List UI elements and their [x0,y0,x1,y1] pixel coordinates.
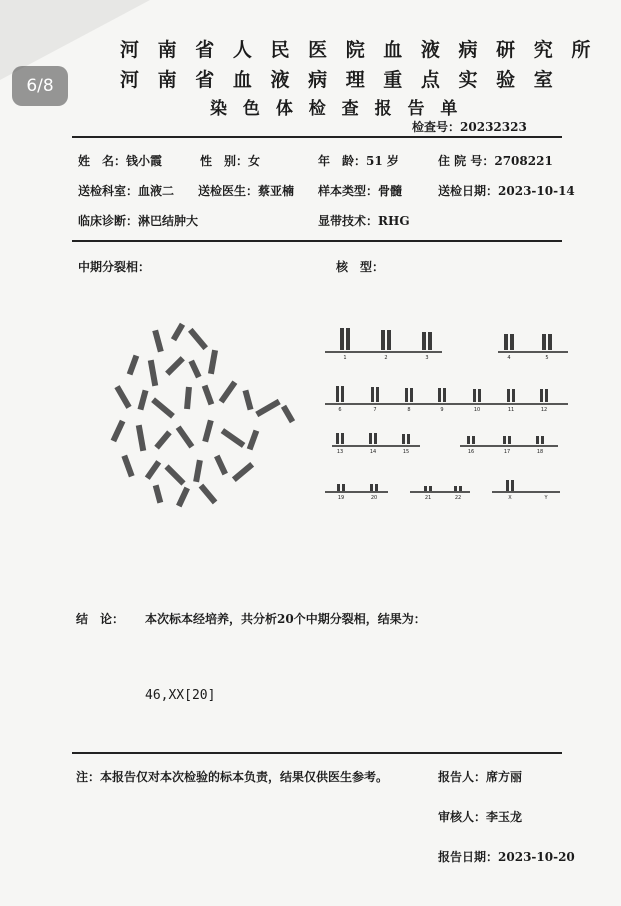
mid-divider [72,240,562,242]
karyo-label-14: 14 [369,449,377,455]
karyo-label-1: 1 [343,355,347,361]
karyo-label-2: 2 [384,355,388,361]
admission-field: 住 院 号：2708221 [438,154,553,168]
karyo-label-8: 8 [407,407,411,413]
karyo-label-21: 21 [424,495,432,501]
metaphase-label: 中期分裂相： [78,260,151,274]
sample-field: 样本类型：骨髓 [318,184,403,198]
karyo-label-12: 12 [540,407,548,413]
exam-number-label: 检查号： [412,120,461,134]
karyogram-image [320,320,570,510]
karyo-label-17: 17 [503,449,511,455]
reporter-field: 报告人：席方丽 [438,770,523,784]
karyo-label-y: Y [544,495,548,501]
age-field: 年 龄：51 岁 [318,154,399,168]
gender-field: 性 别：女 [200,154,261,168]
top-divider [72,136,562,138]
karyo-label-3: 3 [425,355,429,361]
karyo-label-19: 19 [337,495,345,501]
karyo-label-5: 5 [545,355,549,361]
exam-number-value: 20232323 [460,120,527,134]
karyo-label-13: 13 [336,449,344,455]
bottom-divider [72,752,562,754]
report-title: 染 色 体 检 查 报 告 单 [210,99,463,119]
metaphase-spread-image [100,315,310,510]
conclusion-text: 本次标本经培养，共分析20个中期分裂相，结果为： [145,612,426,626]
exam-number [412,118,527,135]
karyo-label-16: 16 [467,449,475,455]
karyo-label-20: 20 [370,495,378,501]
name-field: 姓 名：钱小霞 [78,154,163,168]
karyo-label-7: 7 [373,407,377,413]
report-date-field: 报告日期：2023-10-20 [438,850,575,864]
submit-date-field: 送检日期：2023-10-14 [438,184,575,198]
page-counter[interactable]: 6/8 [12,66,68,106]
karyotype-label: 核 型： [336,260,385,274]
conclusion-label: 结 论： [76,612,125,626]
doctor-field: 送检医生：蔡亚楠 [198,184,295,198]
karyo-label-10: 10 [473,407,481,413]
karyo-label-22: 22 [454,495,462,501]
institute-title: 河 南 省 人 民 医 院 血 液 病 研 究 所 [120,39,597,61]
dept-field: 送检科室：血液二 [78,184,175,198]
karyotype-result: 46,XX[20] [145,688,216,703]
diagnosis-field: 临床诊断：淋巴结肿大 [78,214,199,228]
banding-field: 显带技术：RHG [318,214,410,228]
reviewer-field: 审核人：李玉龙 [438,810,523,824]
karyo-label-4: 4 [507,355,511,361]
karyo-label-9: 9 [440,407,444,413]
karyo-label-x: X [508,495,512,501]
karyo-label-11: 11 [507,407,515,413]
karyo-label-18: 18 [536,449,544,455]
karyo-label-15: 15 [402,449,410,455]
karyo-label-6: 6 [338,407,342,413]
lab-title: 河 南 省 血 液 病 理 重 点 实 验 室 [120,69,559,91]
karyogram [320,320,570,510]
footer-note: 注：本报告仅对本次检验的标本负责，结果仅供医生参考。 [76,770,389,784]
